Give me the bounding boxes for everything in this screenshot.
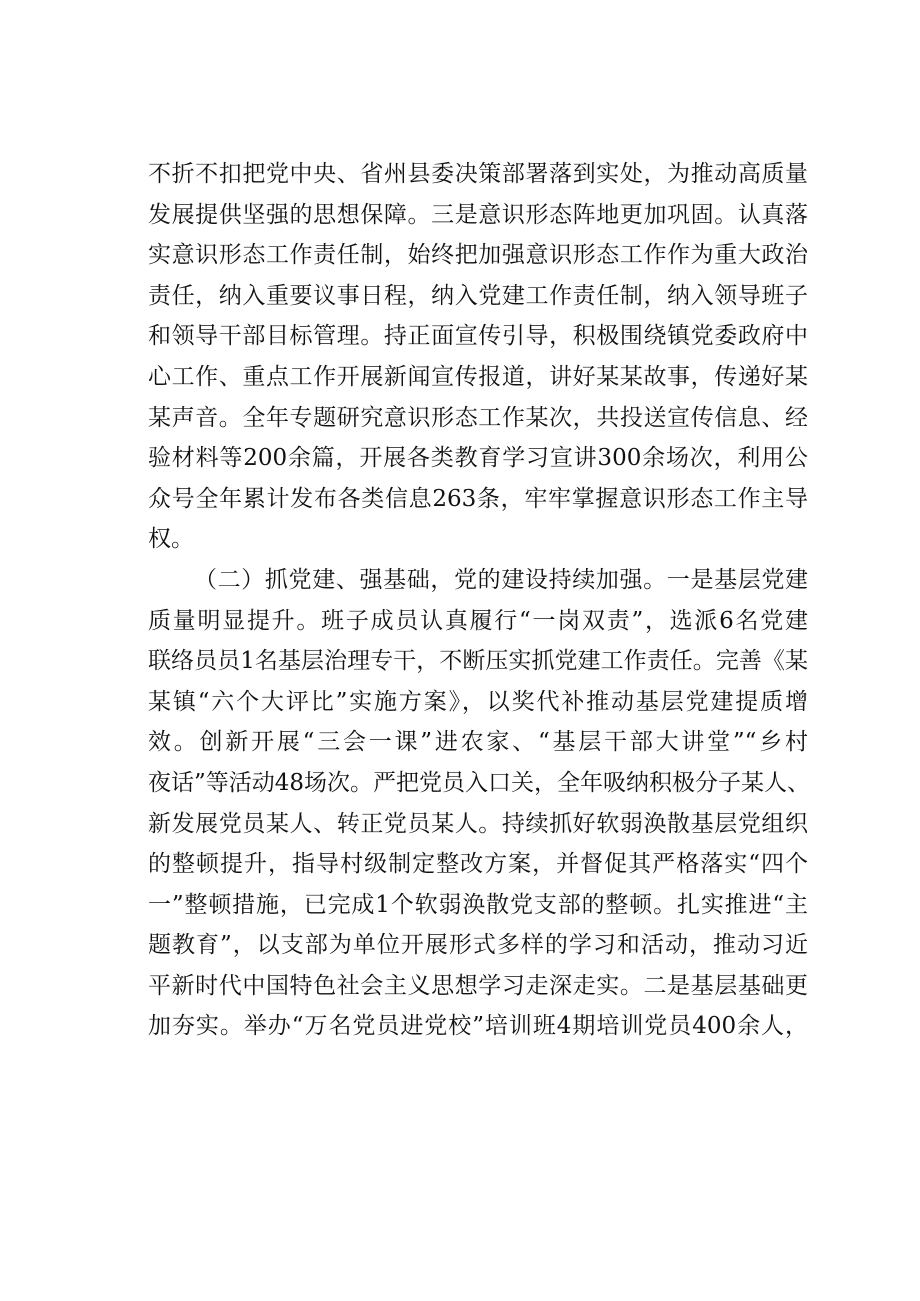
text-line: 的整顿提升，指导村级制定整改方案，并督促其严格落实“四个: [148, 851, 808, 878]
text-line: 一”整顿措施，已完成1个软弱涣散党支部的整顿。扎实推进“主: [148, 891, 808, 918]
section-heading-line: （二）抓党建、强基础，党的建设持续加强。一是基层党建: [194, 566, 808, 593]
paragraph-1: [148, 154, 808, 560]
text-line: 加夯实。举办“万名党员进党校”培训班4期培训党员400余人，: [148, 1013, 808, 1040]
text-line: 效。创新开展“三会一课”进农家、“基层干部大讲堂”“乡村: [148, 729, 808, 756]
text-line: 责任，纳入重要议事日程，纳入党建工作责任制，纳入领导班子: [148, 282, 808, 309]
text-line: 众号全年累计发布各类信息263条，牢牢掌握意识形态工作主导: [148, 485, 808, 512]
text-line: 和领导干部目标管理。持正面宣传引导，积极围绕镇党委政府中: [148, 323, 808, 350]
text-line: 新发展党员某人、转正党员某人。持续抓好软弱涣散基层党组织: [148, 810, 808, 837]
text-line: 某镇“六个大评比”实施方案》，以奖代补推动基层党建提质增: [148, 688, 808, 715]
text-line: 题教育”，以支部为单位开展形式多样的学习和活动，推动习近: [148, 932, 808, 959]
body-text: [148, 154, 811, 1047]
text-line: 平新时代中国特色社会主义思想学习走深走实。二是基层基础更: [148, 972, 808, 999]
text-line: 联络员员1名基层治理专干，不断压实抓党建工作责任。完善《某: [148, 648, 808, 675]
text-line: 发展提供坚强的思想保障。三是意识形态阵地更加巩固。认真落: [148, 201, 808, 228]
text-line: 质量明显提升。班子成员认真履行“一岗双责”，选派6名党建: [148, 607, 808, 634]
text-line: 夜话”等活动48场次。严把党员入口关，全年吸纳积极分子某人、: [148, 769, 811, 796]
text-line: 权。: [148, 526, 194, 553]
paragraph-2: [148, 560, 811, 1047]
text-line: 实意识形态工作责任制，始终把加强意识形态工作作为重大政治: [148, 242, 808, 269]
text-line: 验材料等200余篇，开展各类教育学习宣讲300余场次，利用公: [148, 445, 808, 472]
text-line: 心工作、重点工作开展新闻宣传报道，讲好某某故事，传递好某: [148, 363, 808, 390]
text-line: 某声音。全年专题研究意识形态工作某次，共投送宣传信息、经: [148, 404, 808, 431]
text-line: 不折不扣把党中央、省州县委决策部署落到实处，为推动高质量: [148, 161, 808, 187]
